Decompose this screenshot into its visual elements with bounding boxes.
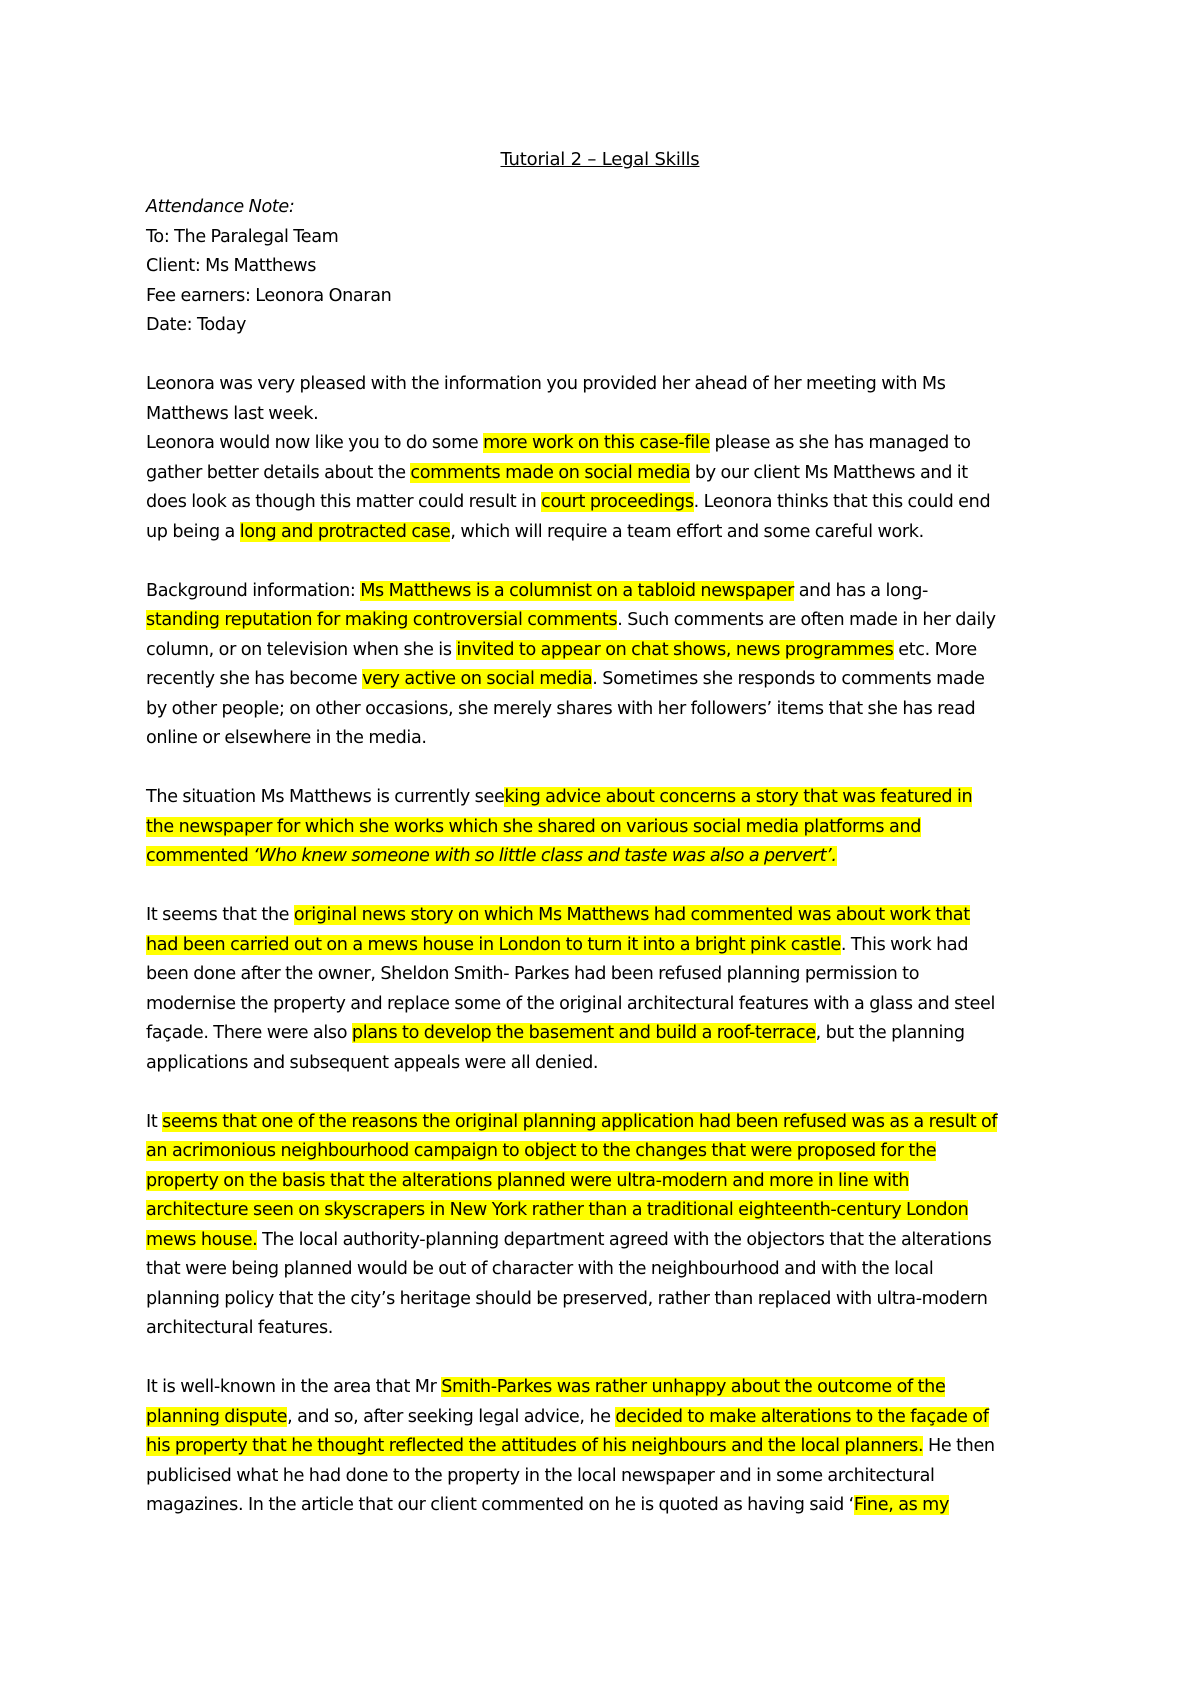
paragraph xyxy=(146,1108,1066,1344)
text-line xyxy=(146,1108,1066,1138)
highlighted-text: very active on social media xyxy=(362,669,593,689)
highlighted-text: property on the basis that the alterations planned were ultra-modern and more in line with xyxy=(146,1170,910,1191)
text-segment: publicised what he had done to the property in the local newspaper and in some architectural xyxy=(146,1465,935,1486)
text-line xyxy=(146,901,1066,931)
spacer xyxy=(146,872,1066,902)
text-segment: up being a xyxy=(146,521,240,542)
highlighted-text: comments made on social media xyxy=(410,462,691,483)
text-line xyxy=(146,724,1066,754)
text-segment: Matthews last week. xyxy=(146,403,319,424)
text-segment: online or elsewhere in the media. xyxy=(146,728,427,748)
text-line xyxy=(146,1137,1066,1167)
highlighted-text: Smith-Parkes was rather unhappy about the outcome of the xyxy=(441,1377,946,1397)
client-line: Client: Ms Matthews xyxy=(146,256,317,276)
highlighted-text: standing reputation for making controversial comments xyxy=(146,610,618,630)
spacer xyxy=(146,754,1066,784)
highlighted-text: Fine, as my xyxy=(853,1495,950,1515)
highlighted-text: architecture seen on skyscrapers in New York rather than a traditional eighteenth-century London xyxy=(146,1200,969,1220)
text-segment: It is well-known in the area that Mr xyxy=(146,1377,442,1397)
text-line xyxy=(146,931,1066,961)
text-line xyxy=(146,1285,1066,1315)
spacer xyxy=(146,341,1066,371)
highlighted-text: more work on this case-file xyxy=(483,433,710,453)
document-title: Tutorial 2 – Legal Skills xyxy=(500,149,700,170)
spacer xyxy=(146,1344,1066,1374)
text-segment: . Sometimes she responds to comments made xyxy=(592,669,985,689)
text-segment: He then xyxy=(923,1436,995,1456)
text-line xyxy=(146,1462,1066,1492)
text-segment: Leonora was very pleased with the information you provided her ahead of her meeting with Ms xyxy=(146,374,946,394)
highlighted-text: invited to appear on chat shows, news programmes xyxy=(456,639,894,660)
to-line: To: The Paralegal Team xyxy=(146,226,339,247)
text-line xyxy=(146,577,1066,607)
text-line xyxy=(146,636,1066,666)
highlighted-text: had been carried out on a mews house in London to turn it into a bright pink castle xyxy=(146,934,841,955)
text-segment: planning policy that the city’s heritage should be preserved, rather than replaced with ultra-modern xyxy=(146,1288,988,1309)
text-segment: , and so, after seeking legal advice, he xyxy=(287,1406,616,1427)
document-body xyxy=(146,193,1066,1521)
spacer xyxy=(146,547,1066,577)
highlighted-text: ‘Who knew someone with so little class and taste was also a pervert’. xyxy=(253,846,837,866)
text-line xyxy=(146,1403,1066,1433)
text-line xyxy=(146,813,1066,843)
fee-earners-line: Fee earners: Leonora Onaran xyxy=(146,285,392,306)
highlighted-text: commented xyxy=(146,846,254,866)
text-line xyxy=(146,1167,1066,1197)
highlighted-text: seems that one of the reasons the original planning application had been refused was as a result of xyxy=(162,1111,998,1132)
highlighted-text: decided to make alterations to the façade of xyxy=(615,1406,989,1427)
text-line xyxy=(146,990,1066,1020)
text-segment: It xyxy=(146,1111,163,1132)
text-segment: magazines. In the article that our client commented on he is quoted as having said ‘ xyxy=(146,1495,854,1515)
highlighted-text: mews house. xyxy=(146,1229,258,1250)
date-line: Date: Today xyxy=(146,315,247,335)
text-segment: , which will require a team effort and some careful work. xyxy=(450,521,924,542)
text-segment: . Leonora thinks that this could end xyxy=(693,492,991,512)
paragraph xyxy=(146,1373,1066,1521)
highlighted-text: king advice about concerns a story that was featured in xyxy=(504,787,973,807)
text-segment: that were being planned would be out of character with the neighbourhood and with the local xyxy=(146,1259,934,1279)
text-line xyxy=(146,665,1066,695)
paragraph xyxy=(146,901,1066,1078)
highlighted-text: court proceedings xyxy=(541,492,694,512)
highlighted-text: an acrimonious neighbourhood campaign to object to the changes that were proposed for the xyxy=(146,1141,937,1161)
paragraph xyxy=(146,783,1066,872)
highlighted-text: original news story on which Ms Matthews had commented was about work that xyxy=(293,905,970,925)
text-segment: Leonora would now like you to do some xyxy=(146,433,484,453)
attendance-note-label: Attendance Note: xyxy=(146,197,295,217)
highlighted-text: planning dispute xyxy=(146,1406,288,1427)
text-segment: façade. There were also xyxy=(146,1023,352,1043)
text-segment: applications and subsequent appeals were all denied. xyxy=(146,1052,599,1073)
text-line xyxy=(146,370,1066,400)
text-line xyxy=(146,429,1066,459)
text-segment: by our client Ms Matthews and it xyxy=(690,462,968,483)
text-line xyxy=(146,1314,1066,1344)
text-segment: . This work had xyxy=(840,934,969,955)
text-line xyxy=(146,606,1066,636)
text-segment: does look as though this matter could result in xyxy=(146,492,542,512)
text-segment: been done after the owner, Sheldon Smith- Parkes had been refused planning permission to xyxy=(146,964,920,984)
text-segment: modernise the property and replace some of the original architectural features with a glass and steel xyxy=(146,993,996,1014)
text-line xyxy=(146,1432,1066,1462)
text-line xyxy=(146,960,1066,990)
text-segment: etc. More xyxy=(893,639,977,660)
text-segment: please as she has managed to xyxy=(709,433,971,453)
text-segment: It seems that the xyxy=(146,905,294,925)
text-line xyxy=(146,783,1066,813)
text-segment: , but the planning xyxy=(815,1023,965,1043)
paragraph xyxy=(146,370,1066,547)
text-segment: recently she has become xyxy=(146,669,363,689)
text-segment: . Such comments are often made in her daily xyxy=(617,610,996,630)
text-line xyxy=(146,842,1066,872)
spacer xyxy=(146,1078,1066,1108)
text-segment: and has a long- xyxy=(793,580,929,601)
highlighted-text: plans to develop the basement and build a roof-terrace xyxy=(351,1023,816,1043)
text-segment: by other people; on other occasions, she merely shares with her followers’ items that she has read xyxy=(146,698,976,719)
text-line xyxy=(146,1255,1066,1285)
text-segment: gather better details about the xyxy=(146,462,411,483)
text-segment: architectural features. xyxy=(146,1318,334,1338)
text-line xyxy=(146,1019,1066,1049)
text-line xyxy=(146,1226,1066,1256)
text-line xyxy=(146,400,1066,430)
text-segment: Background information: xyxy=(146,580,361,601)
text-line xyxy=(146,1491,1066,1521)
highlighted-text: the newspaper for which she works which she shared on various social media platforms and xyxy=(146,816,922,837)
text-line xyxy=(146,1196,1066,1226)
paragraph xyxy=(146,577,1066,754)
text-segment: The local authority-planning department agreed with the objectors that the alterations xyxy=(257,1229,992,1250)
highlighted-text: long and protracted case xyxy=(239,521,451,542)
highlighted-text: his property that he thought reflected the attitudes of his neighbours and the local planners. xyxy=(146,1436,924,1456)
text-line xyxy=(146,1373,1066,1403)
text-line xyxy=(146,1049,1066,1079)
text-line xyxy=(146,459,1066,489)
paragraphs-container xyxy=(146,370,1066,1521)
text-segment: column, or on television when she is xyxy=(146,639,457,660)
text-line xyxy=(146,695,1066,725)
text-line xyxy=(146,518,1066,548)
highlighted-text: Ms Matthews is a columnist on a tabloid newspaper xyxy=(360,580,794,601)
text-line xyxy=(146,488,1066,518)
text-segment: The situation Ms Matthews is currently see xyxy=(146,787,505,807)
